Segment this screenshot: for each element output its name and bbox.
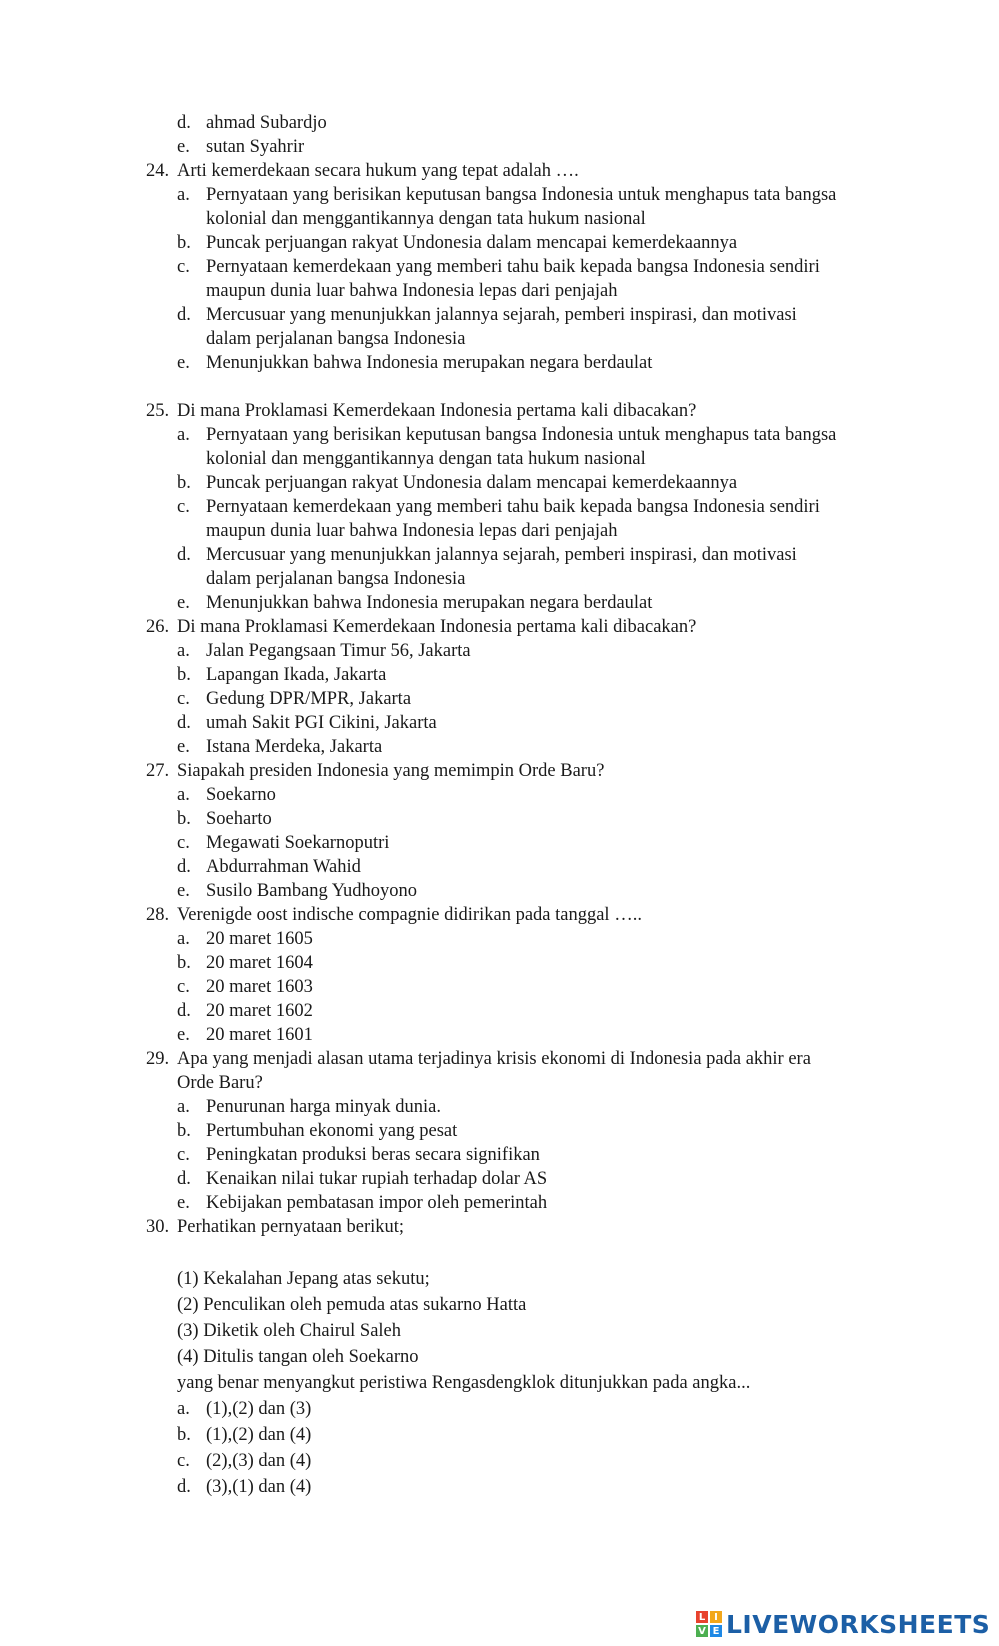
question-text-26: Di mana Proklamasi Kemerdekaan Indonesia pertama kali dibacakan? [177, 617, 697, 637]
option-letter: d. [177, 305, 191, 325]
option-text: Mercusuar yang menunjukkan jalannya sejarah, pemberi inspirasi, dan motivasi [206, 545, 797, 565]
option-text: Mercusuar yang menunjukkan jalannya sejarah, pemberi inspirasi, dan motivasi [206, 305, 797, 325]
option-text: Kenaikan nilai tukar rupiah terhadap dolar AS [206, 1169, 548, 1189]
logo-letter-v: V [696, 1625, 708, 1637]
option-text-cont: kolonial dan menggantikannya dengan tata hukum nasional [206, 449, 646, 469]
option-text: Abdurrahman Wahid [206, 857, 361, 877]
option-letter: e. [177, 1025, 190, 1045]
option-text: Pernyataan yang berisikan keputusan bangsa Indonesia untuk menghapus tata bangsa [206, 425, 837, 445]
option-text: 20 maret 1604 [206, 953, 313, 973]
option-text: 20 maret 1603 [206, 977, 313, 997]
option-text: sutan Syahrir [206, 137, 305, 157]
option-letter: e. [177, 1193, 190, 1213]
option-text: Puncak perjuangan rakyat Undonesia dalam mencapai kemerdekaannya [206, 233, 738, 253]
option-text: Lapangan Ikada, Jakarta [206, 665, 387, 685]
option-text: Soeharto [206, 809, 272, 829]
option-text: 20 maret 1601 [206, 1025, 313, 1045]
option-text: Gedung DPR/MPR, Jakarta [206, 689, 412, 709]
question-text-30: Perhatikan pernyataan berikut; [177, 1217, 405, 1237]
option-letter: c. [177, 257, 190, 277]
option-text: umah Sakit PGI Cikini, Jakarta [206, 713, 437, 733]
option-letter: a. [177, 785, 190, 805]
option-text: Penurunan harga minyak dunia. [206, 1097, 441, 1117]
logo-letter-e: E [710, 1625, 722, 1637]
option-text: (1),(2) dan (3) [206, 1399, 312, 1419]
option-letter: a. [177, 185, 190, 205]
option-text: Soekarno [206, 785, 276, 805]
option-letter: a. [177, 929, 190, 949]
option-text: 20 maret 1602 [206, 1001, 313, 1021]
statement-4: (4) Ditulis tangan oleh Soekarno [177, 1347, 419, 1367]
option-text: (1),(2) dan (4) [206, 1425, 312, 1445]
question-number-30: 30. [146, 1217, 170, 1237]
statement-1: (1) Kekalahan Jepang atas sekutu; [177, 1269, 430, 1289]
statement-2: (2) Penculikan oleh pemuda atas sukarno Hatta [177, 1295, 527, 1315]
option-letter: c. [177, 977, 190, 997]
option-letter: e. [177, 737, 190, 757]
option-letter: b. [177, 809, 191, 829]
question-number-26: 26. [146, 617, 170, 637]
option-letter: a. [177, 641, 190, 661]
question-text-24: Arti kemerdekaan secara hukum yang tepat adalah …. [177, 161, 579, 181]
question-text-27: Siapakah presiden Indonesia yang memimpin Orde Baru? [177, 761, 605, 781]
option-letter: a. [177, 1399, 190, 1419]
option-letter: e. [177, 881, 190, 901]
option-text: Pernyataan yang berisikan keputusan bangsa Indonesia untuk menghapus tata bangsa [206, 185, 837, 205]
option-text: Jalan Pegangsaan Timur 56, Jakarta [206, 641, 471, 661]
option-letter: e. [177, 593, 190, 613]
question-number-28: 28. [146, 905, 170, 925]
option-letter: d. [177, 113, 191, 133]
logo-mark-icon [696, 1611, 722, 1637]
option-text-cont: maupun dunia luar bahwa Indonesia lepas dari penjajah [206, 281, 618, 301]
option-text: Pertumbuhan ekonomi yang pesat [206, 1121, 458, 1141]
option-text-cont: maupun dunia luar bahwa Indonesia lepas dari penjajah [206, 521, 618, 541]
question-text-29: Apa yang menjadi alasan utama terjadinya krisis ekonomi di Indonesia pada akhir era [177, 1049, 811, 1069]
option-letter: d. [177, 1169, 191, 1189]
option-letter: b. [177, 1425, 191, 1445]
logo-letter-l: L [696, 1611, 708, 1623]
brand-name: LIVEWORKSHEETS [726, 1609, 991, 1639]
option-letter: d. [177, 857, 191, 877]
option-text: Pernyataan kemerdekaan yang memberi tahu baik kepada bangsa Indonesia sendiri [206, 497, 820, 517]
question-text-28: Verenigde oost indische compagnie didirikan pada tanggal ….. [177, 905, 642, 925]
option-text: Kebijakan pembatasan impor oleh pemerintah [206, 1193, 548, 1213]
option-text: Pernyataan kemerdekaan yang memberi tahu baik kepada bangsa Indonesia sendiri [206, 257, 820, 277]
statement-3: (3) Diketik oleh Chairul Saleh [177, 1321, 402, 1341]
option-text: Istana Merdeka, Jakarta [206, 737, 383, 757]
question-number-24: 24. [146, 161, 170, 181]
option-letter: b. [177, 473, 191, 493]
option-letter: b. [177, 1121, 191, 1141]
question-prompt-30: yang benar menyangkut peristiwa Rengasdengklok ditunjukkan pada angka... [177, 1373, 751, 1393]
option-letter: c. [177, 1145, 190, 1165]
option-letter: c. [177, 497, 190, 517]
option-text: Menunjukkan bahwa Indonesia merupakan negara berdaulat [206, 593, 653, 613]
question-number-25: 25. [146, 401, 170, 421]
option-letter: a. [177, 425, 190, 445]
option-text-cont: dalam perjalanan bangsa Indonesia [206, 569, 466, 589]
option-letter: d. [177, 1477, 191, 1497]
option-letter: e. [177, 137, 190, 157]
option-letter: c. [177, 1451, 190, 1471]
option-letter: d. [177, 1001, 191, 1021]
option-text: Megawati Soekarnoputri [206, 833, 390, 853]
logo-letter-i: I [710, 1611, 722, 1623]
option-text: Menunjukkan bahwa Indonesia merupakan negara berdaulat [206, 353, 653, 373]
option-letter: d. [177, 545, 191, 565]
option-letter: c. [177, 833, 190, 853]
option-text: ahmad Subardjo [206, 113, 327, 133]
option-text: Peningkatan produksi beras secara signifikan [206, 1145, 540, 1165]
option-letter: e. [177, 353, 190, 373]
option-letter: b. [177, 665, 191, 685]
question-number-27: 27. [146, 761, 170, 781]
question-text-29-cont: Orde Baru? [177, 1073, 263, 1093]
option-text: Susilo Bambang Yudhoyono [206, 881, 418, 901]
option-text-cont: kolonial dan menggantikannya dengan tata hukum nasional [206, 209, 646, 229]
option-text: (2),(3) dan (4) [206, 1451, 312, 1471]
option-letter: c. [177, 689, 190, 709]
option-letter: a. [177, 1097, 190, 1117]
option-text-cont: dalam perjalanan bangsa Indonesia [206, 329, 466, 349]
question-text-25: Di mana Proklamasi Kemerdekaan Indonesia pertama kali dibacakan? [177, 401, 697, 421]
option-letter: d. [177, 713, 191, 733]
option-letter: b. [177, 233, 191, 253]
option-text: Puncak perjuangan rakyat Undonesia dalam mencapai kemerdekaannya [206, 473, 738, 493]
option-text: 20 maret 1605 [206, 929, 313, 949]
liveworksheets-logo [696, 1609, 990, 1639]
option-letter: b. [177, 953, 191, 973]
question-number-29: 29. [146, 1049, 170, 1069]
option-text: (3),(1) dan (4) [206, 1477, 312, 1497]
